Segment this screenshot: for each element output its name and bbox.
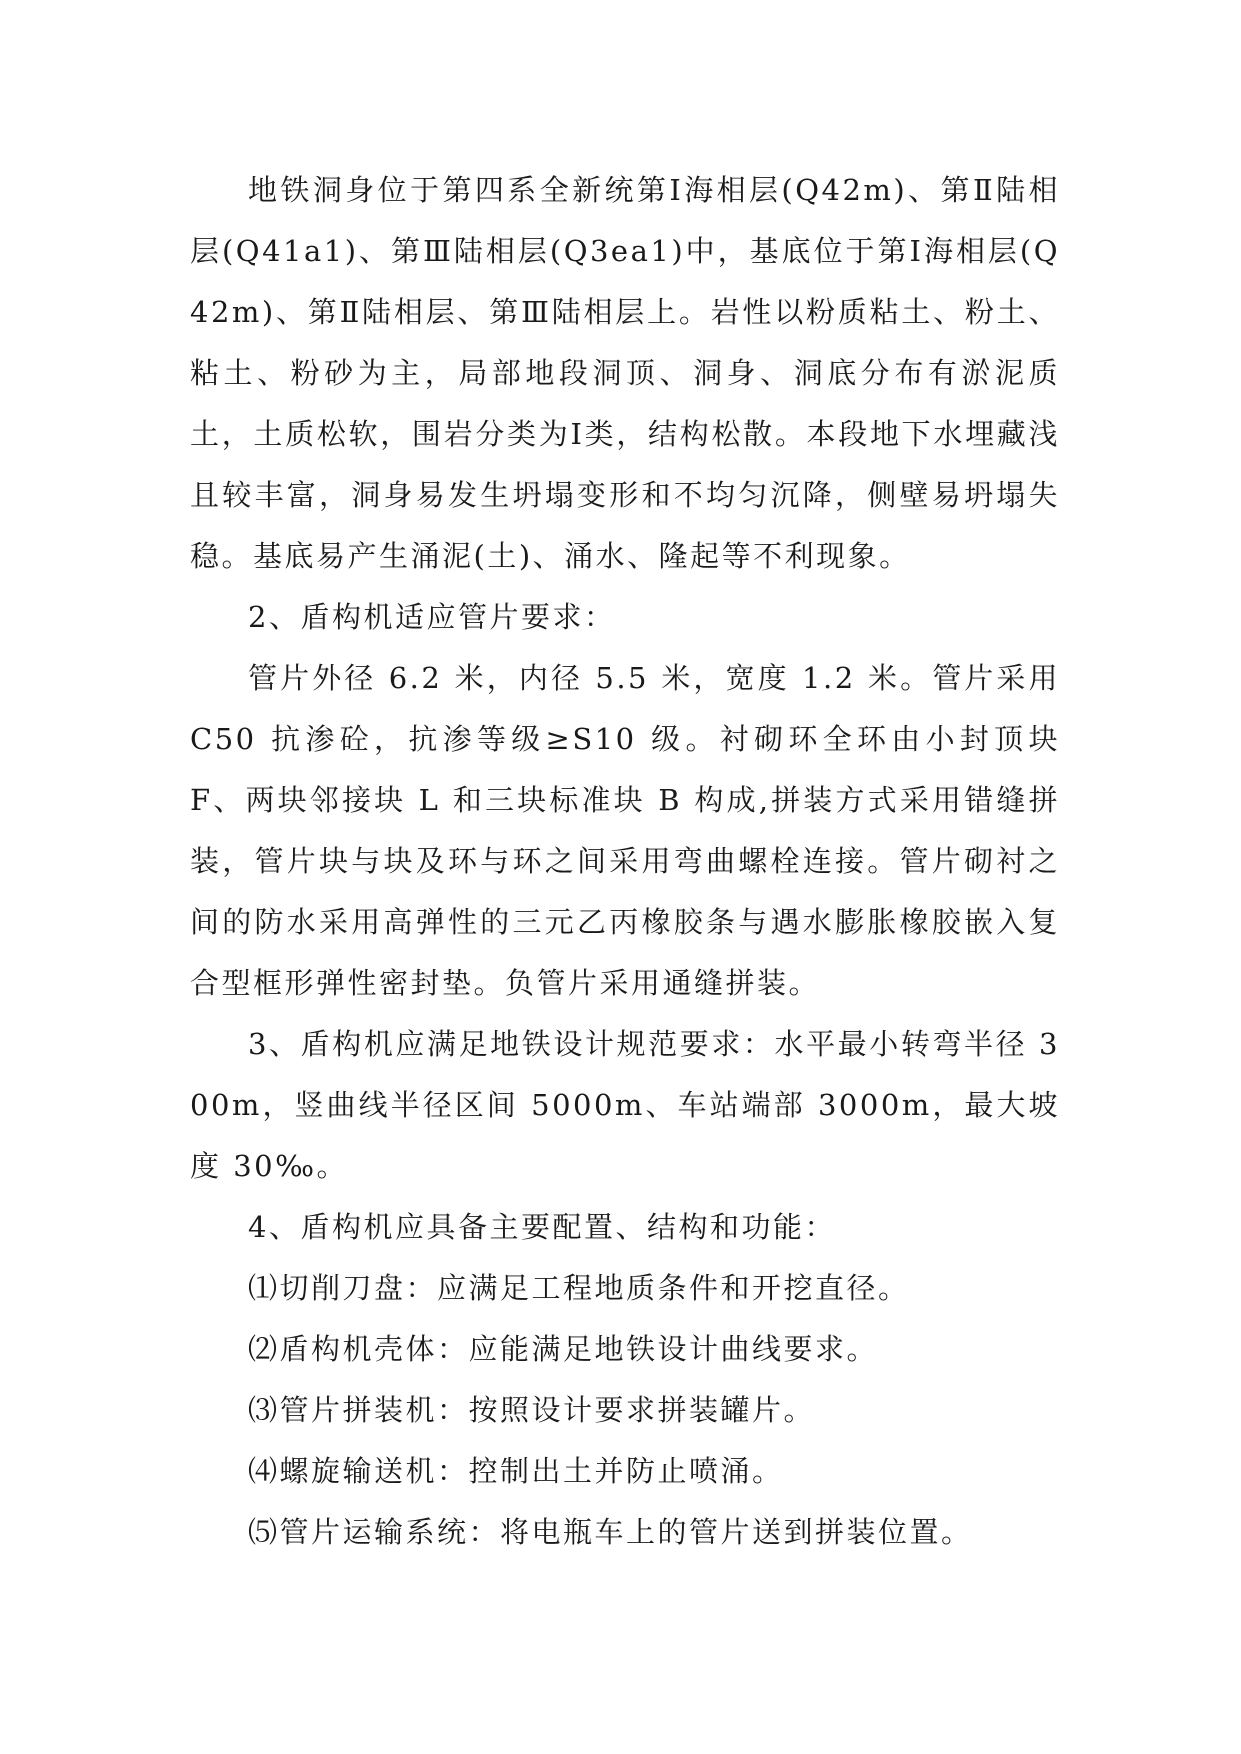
list-item-screw-conveyor: ⑷螺旋输送机：控制出土并防止喷涌。: [248, 1454, 784, 1488]
list-item-cutterhead: ⑴切削刀盘：应满足工程地质条件和开挖直径。: [248, 1271, 910, 1305]
paragraph-heading-3: 3、盾构机应满足地铁设计规范要求：水平最小转弯半径 300m，竖曲线半径区间 5000m、车站端部 3000m，最大坡度 30‰。: [190, 1027, 1060, 1183]
paragraph-heading-4: 4、盾构机应具备主要配置、结构和功能：: [248, 1210, 836, 1244]
document-body: [190, 160, 1060, 1563]
paragraph-geology: 地铁洞身位于第四系全新统第Ⅰ海相层(Q42m)、第Ⅱ陆相层(Q41a1)、第Ⅲ陆相层(Q3ea1)中，基底位于第Ⅰ海相层(Q42m)、第Ⅱ陆相层、第Ⅲ陆相层上。岩性以粉质粘土、粉土、粘土、粉砂为主，局部地段洞顶、洞身、洞底分布有淤泥质土，土质松软，围岩分类为Ⅰ类，结构松散。本段地下水埋藏浅且较丰富，洞身易发生坍塌变形和不均匀沉降，侧壁易坍塌失稳。基底易产生涌泥(土)、涌水、隆起等不利现象。: [190, 173, 1060, 573]
list-item-shield-shell: ⑵盾构机壳体：应能满足地铁设计曲线要求。: [248, 1332, 879, 1366]
list-item-erector: ⑶管片拼装机：按照设计要求拼装罐片。: [248, 1393, 816, 1427]
paragraph-heading-2: 2、盾构机适应管片要求：: [248, 600, 616, 634]
paragraph-segment-specs: 管片外径 6.2 米，内径 5.5 米，宽度 1.2 米。管片采用C50 抗渗砼，抗渗等级≥S10 级。衬砌环全环由小封顶块 F、两块邻接块 L 和三块标准块 B 构成,拼装方式采用错缝拼装，管片块与块及环与环之间采用弯曲螺栓连接。管片砌衬之间的防水采用高弹性的三元乙丙橡胶条与遇水膨胀橡胶嵌入复合型框形弹性密封垫。负管片采用通缝拼装。: [190, 661, 1060, 1000]
list-item-segment-transport: ⑸管片运输系统：将电瓶车上的管片送到拼装位置。: [248, 1515, 973, 1549]
